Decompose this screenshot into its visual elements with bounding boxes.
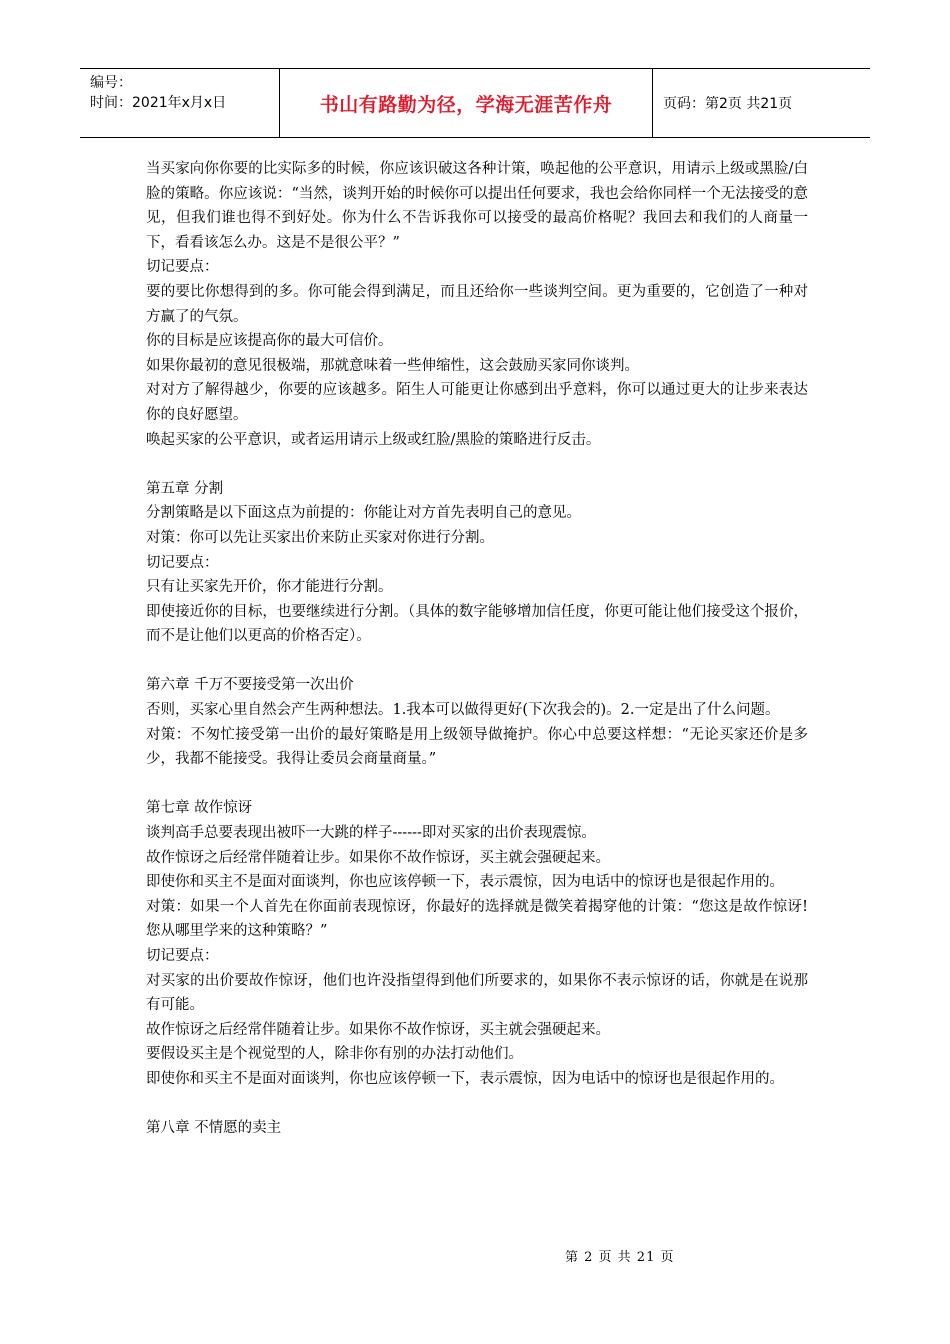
document-body: [146, 157, 808, 1141]
paragraph: 故作惊讶之后经常伴随着让步。如果你不故作惊讶，买主就会强硬起来。: [146, 849, 610, 866]
paragraph: 只有让买家先开价，你才能进行分割。: [146, 579, 393, 596]
paragraph: 分割策略是以下面这点为前提的：你能让对方首先表明自己的意见。: [146, 505, 581, 522]
paragraph-gap: [146, 772, 808, 797]
paragraph: 第八章 不情愿的卖主: [146, 1120, 282, 1137]
paragraph: 对策：如果一个人首先在你面前表现惊讶，你最好的选择就是微笑着揭穿他的计策：“您这是故作惊讶!您从哪里学来的这种策略？”: [146, 898, 808, 940]
paragraph: 切记要点：: [146, 259, 219, 276]
paragraph: 你的目标是应该提高你的最大可信价。: [146, 333, 393, 350]
paragraph: 如果你最初的意见很极端，那就意味着一些伸缩性，这会鼓励买家同你谈判。: [146, 357, 639, 374]
paragraph: 对对方了解得越少，你要的应该越多。陌生人可能更让你感到出乎意料，你可以通过更大的让步来表达你的良好愿望。: [146, 382, 808, 423]
paragraph: 谈判高手总要表现出被吓一大跳的样子------即对买家的出价表现震惊。: [146, 825, 596, 842]
paragraph: 要的要比你想得到的多。你可能会得到满足，而且还给你一些谈判空间。更为重要的，它创造了一种对方赢了的气氛。: [146, 283, 808, 325]
paragraph: 即使接近你的目标，也要继续进行分割。（具体的数字能够增加信任度，你更可能让他们接受这个报价，而不是让他们以更高的价格否定）。: [146, 603, 808, 645]
paragraph-gap: [146, 1092, 808, 1117]
page-footer: 第 2 页 共 21 页: [565, 1250, 675, 1265]
paragraph: 第七章 故作惊讶: [146, 800, 253, 817]
page-header: [80, 68, 870, 138]
paragraph: 要假设买主是个视觉型的人，除非你有别的办法打动他们。: [146, 1046, 523, 1063]
paragraph: 否则，买家心里自然会产生两种想法。1.我本可以做得更好(下次我会的)。2.一定是出了什么问题。: [146, 702, 780, 719]
paragraph: 当买家向你你要的比实际多的时候，你应该识破这各种计策，唤起他的公平意识，用请示上级或黑脸/白脸的策略。你应该说：“当然，谈判开始的时候你可以提出任何要求，我也会给你同样一个无法接受的意见，但我们谁也得不到好处。你为什么不告诉我你可以接受的最高价格呢？我回去和我们的人商量一下，看看该怎么办。这是不是很公平？”: [146, 161, 808, 251]
header-page-number: 页码：第2页 共21页: [663, 96, 793, 112]
paragraph: 对策：你可以先让买家出价来防止买家对你进行分割。: [146, 529, 494, 546]
paragraph: 对买家的出价要故作惊讶，他们也许没指望得到他们所要求的，如果你不表示惊讶的话，你就是在说那有可能。: [146, 972, 808, 1014]
header-motto: 书山有路勤为径，学海无涯苦作舟: [280, 69, 653, 137]
paragraph: 唤起买家的公平意识，或者运用请示上级或红脸/黑脸的策略进行反击。: [146, 431, 601, 448]
paragraph-gap: [146, 452, 808, 477]
paragraph: 即使你和买主不是面对面谈判，你也应该停顿一下，表示震惊，因为电话中的惊讶也是很起作用的。: [146, 874, 784, 891]
paragraph: 第六章 千万不要接受第一次出价: [146, 677, 354, 694]
paragraph: 第五章 分割: [146, 480, 224, 497]
date-label: 时间：2021年x月x日: [90, 95, 227, 111]
paragraph: 切记要点：: [146, 948, 219, 964]
paragraph: 切记要点：: [146, 554, 219, 571]
paragraph-gap: [146, 649, 808, 674]
paragraph: 故作惊讶之后经常伴随着让步。如果你不故作惊讶，买主就会强硬起来。: [146, 1021, 610, 1038]
header-meta: [80, 69, 280, 137]
number-label: 编号：: [90, 75, 132, 91]
paragraph: 对策：不匆忙接受第一出价的最好策略是用上级领导做掩护。你心中总要这样想：“无论买家还价是多少，我都不能接受。我得让委员会商量商量。”: [146, 726, 808, 768]
paragraph: 即使你和买主不是面对面谈判，你也应该停顿一下，表示震惊，因为电话中的惊讶也是很起作用的。: [146, 1070, 784, 1087]
